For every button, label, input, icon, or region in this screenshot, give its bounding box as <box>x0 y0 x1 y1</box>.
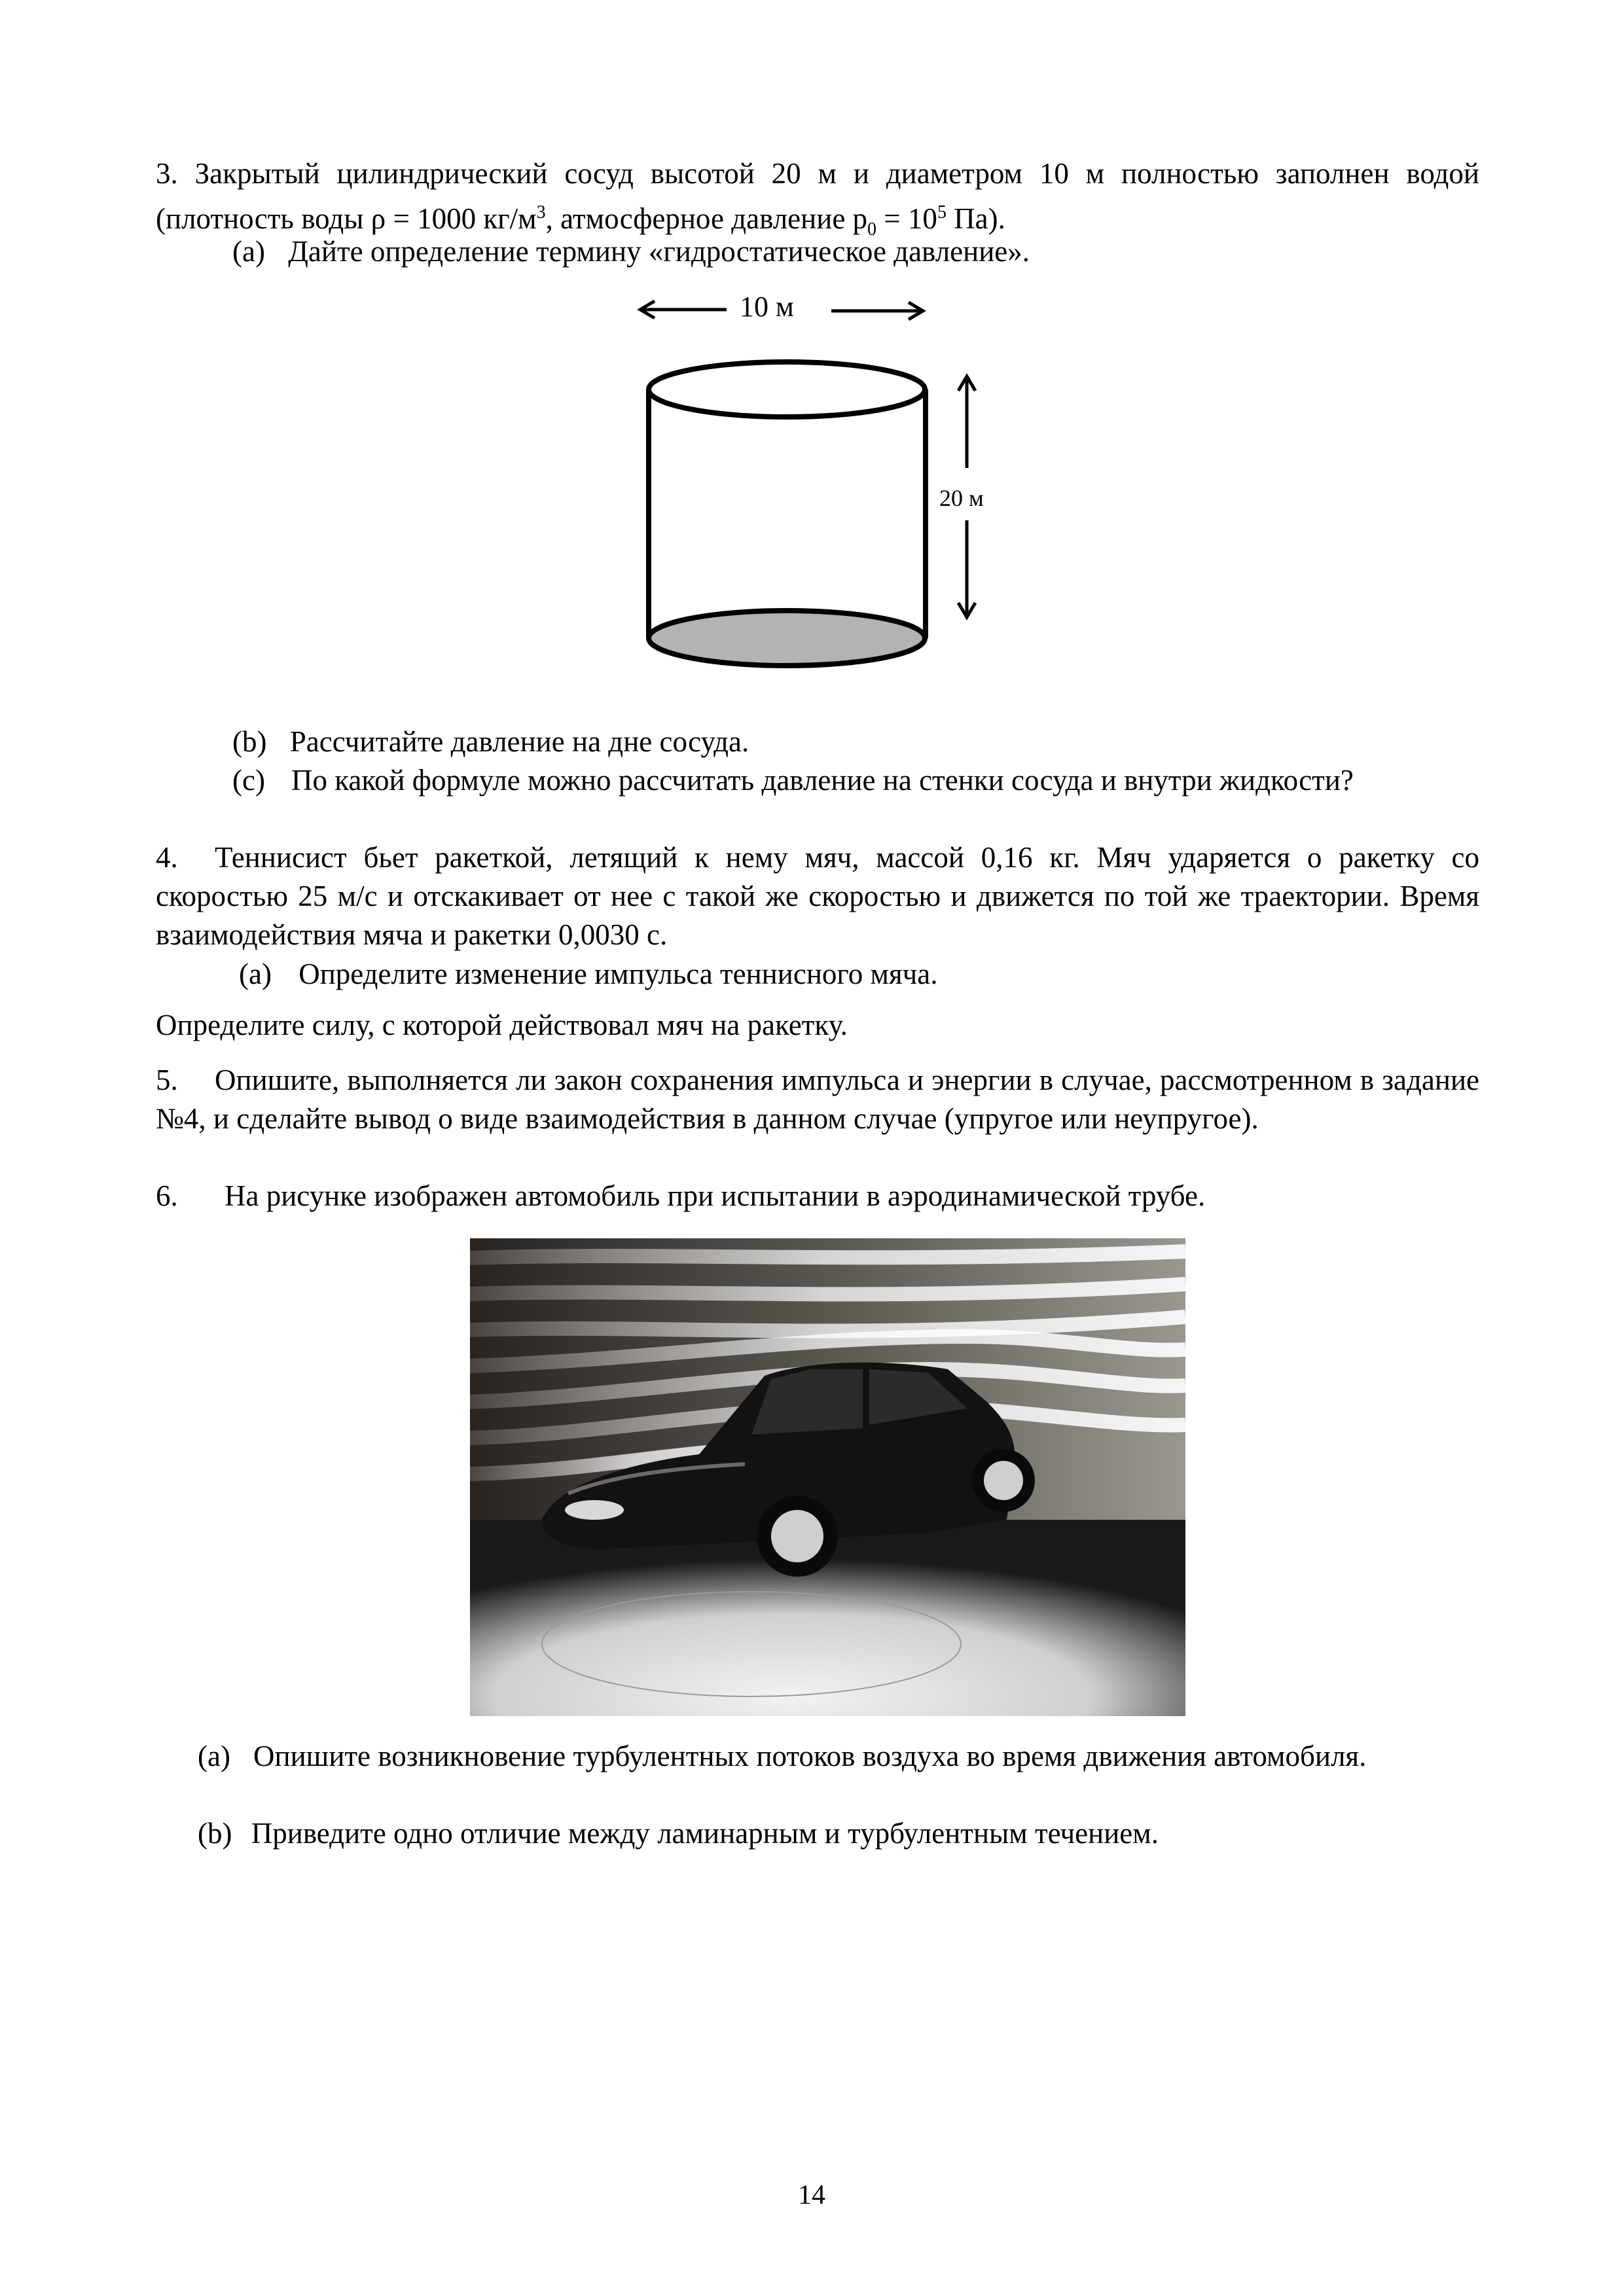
cylinder-top <box>649 362 925 417</box>
q6-number: 6. <box>156 1179 178 1212</box>
q4-number: 4. <box>156 841 178 874</box>
q3-text-mid: , атмосферное давление p <box>545 202 868 235</box>
page-number: 14 <box>798 2180 825 2210</box>
q3b-text: Рассчитайте давление на дне сосуда. <box>289 725 749 758</box>
q3-text-end: Па). <box>946 202 1005 235</box>
q3a-label: (a) <box>232 235 265 268</box>
wind-tunnel-car-photo <box>470 1238 1185 1716</box>
diameter-arrow-left <box>640 301 727 318</box>
q3-text-eq: = 10 <box>876 202 937 235</box>
height-arrow-down <box>958 520 975 617</box>
q3-sub0: 0 <box>867 219 877 240</box>
cylinder-bottom <box>649 611 925 666</box>
q4a-text: Определите изменение импульса теннисного мяча. <box>298 958 938 990</box>
q6b-label: (b) <box>198 1817 232 1850</box>
q6a-label: (a) <box>198 1740 230 1772</box>
diameter-arrow-right <box>831 302 923 319</box>
q4-force-text: Определите силу, с которой действовал мяч на ракетку. <box>156 1009 848 1041</box>
q3c-text: По какой формуле можно рассчитать давление на стенки сосуда и внутри жидкости? <box>291 764 1354 797</box>
q5-text: Опишите, выполняется ли закон сохранения импульса и энергии в случае, рассмотренном в задание №4, и сделайте вывод о виде взаимодействия в данном случае (упругое или неупругое). <box>156 1064 1479 1135</box>
q3a-text: Дайте определение термину «гидростатическое давление». <box>288 235 1030 268</box>
q3b-label: (b) <box>232 725 267 758</box>
q3-sup5: 5 <box>937 202 947 223</box>
q3-number: 3. <box>156 157 178 190</box>
q3-text: Закрытый цилиндрический сосуд высотой 20 м и диаметром 10 м полностью заполнен водой (плотность воды ρ = 1000 кг/м <box>156 157 1479 235</box>
q3c-label: (c) <box>232 764 265 797</box>
diameter-label: 10 м <box>740 291 794 323</box>
q6-text: На рисунке изображен автомобиль при испытании в аэродинамической трубе. <box>225 1179 1206 1212</box>
q4-text: Теннисист бьет ракеткой, летящий к нему мяч, массой 0,16 кг. Мяч ударяется о ракетку со скоростью 25 м/с и отскакивает от нее с такой же скоростью и движется по той же траектории. Время взаимодействия мяча и ракетки 0,0030 с. <box>156 841 1479 951</box>
q6a-text: Опишите возникновение турбулентных потоков воздуха во время движения автомобиля. <box>253 1740 1367 1772</box>
q3-sup3: 3 <box>536 202 546 223</box>
q3b-item <box>232 723 1476 761</box>
q5-number: 5. <box>156 1064 178 1096</box>
height-label: 20 м <box>939 485 984 511</box>
q6b-item <box>198 1814 1479 1853</box>
q6b-text: Приведите одно отличие между ламинарным и турбулентным течением. <box>251 1817 1159 1850</box>
q4a-item <box>239 955 1483 994</box>
height-arrow-up <box>958 376 975 468</box>
q4a-label: (a) <box>239 958 272 990</box>
q6-item <box>156 1177 1479 1215</box>
q3a-item <box>232 232 1476 271</box>
